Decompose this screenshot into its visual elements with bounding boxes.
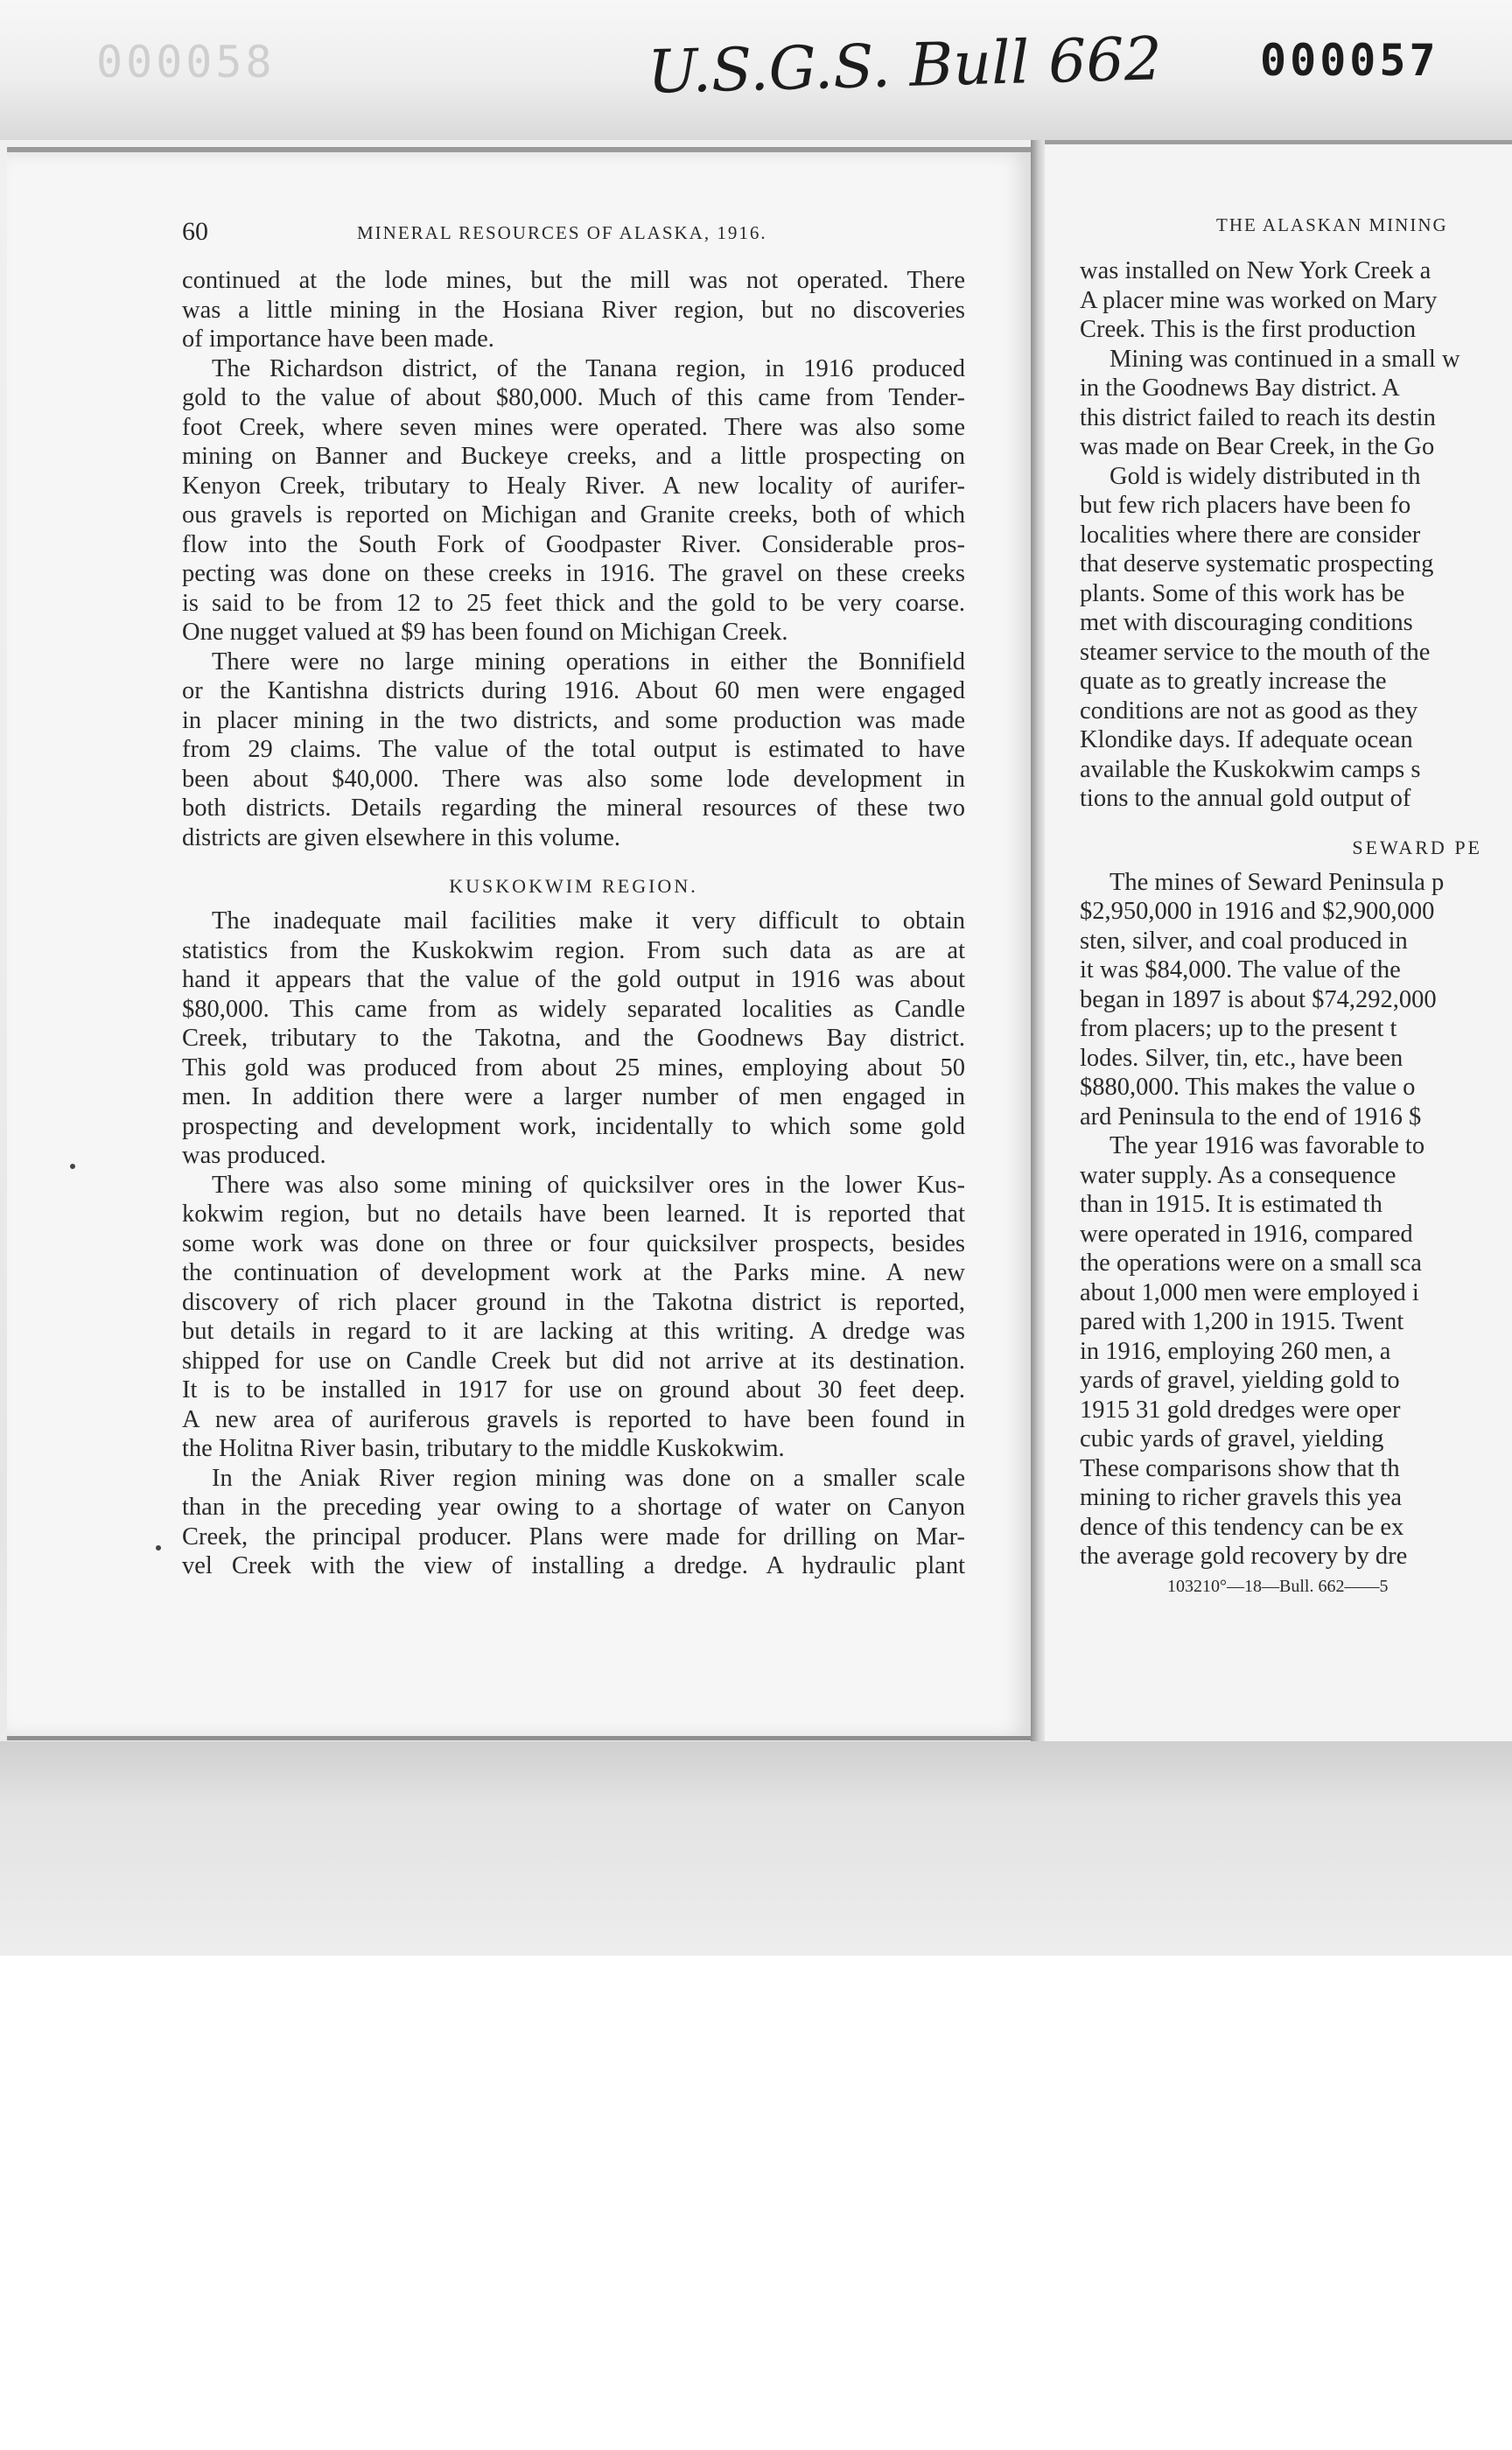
text-line: is said to be from 12 to 25 feet thick and the gold to be very coarse. [182, 589, 965, 617]
text-line: in placer mining in the two districts, and some production was made [182, 706, 965, 734]
text-line: gold to the value of about $80,000. Much of this came from Tender- [182, 384, 965, 411]
text-line: Gold is widely distributed in th [1110, 462, 1421, 490]
text-line: hand it appears that the value of the gold output in 1916 was about [182, 966, 965, 993]
text-line: mining to richer gravels this yea [1080, 1484, 1403, 1511]
text-line: began in 1897 is about $74,292,000 [1080, 985, 1437, 1013]
text-line: continued at the lode mines, but the mill was not operated. There [182, 267, 965, 294]
text-line: that deserve systematic prospecting [1080, 550, 1434, 578]
text-line: was produced. [182, 1142, 326, 1169]
text-line: localities where there are consider [1080, 521, 1421, 549]
text-line: this district failed to reach its destin [1080, 403, 1436, 431]
text-line: flow into the South Fork of Goodpaster River. Considerable pros- [182, 530, 965, 558]
scan-lower-band [0, 1741, 1512, 1956]
text-line: The Richardson district, of the Tanana region, in 1916 produced [212, 354, 965, 382]
text-line: met with discouraging conditions [1080, 609, 1413, 636]
text-line: the continuation of development work at the Parks mine. A new [182, 1259, 965, 1286]
running-head: THE ALASKAN MINING [1216, 214, 1448, 235]
text-line: discovery of rich placer ground in the Takotna district is reported, [182, 1288, 965, 1316]
text-line: The year 1916 was favorable to [1110, 1132, 1425, 1159]
left-page-body [182, 266, 965, 1581]
print-signature-footnote: 103210°—18—Bull. 662——5 [1167, 1576, 1389, 1596]
text-line: about 1,000 men were employed i [1080, 1278, 1419, 1306]
text-line: it was $84,000. The value of the [1080, 956, 1401, 984]
text-line: $80,000. This came from as widely separated localities as Candle [182, 995, 965, 1023]
text-line: These comparisons show that th [1080, 1454, 1400, 1482]
text-line: Creek. This is the first production [1080, 316, 1417, 343]
scan-speck [156, 1545, 161, 1550]
text-line: the average gold recovery by dre [1080, 1543, 1408, 1570]
scan-header-band [0, 0, 1512, 140]
text-line: in 1916, employing 260 men, a [1080, 1337, 1391, 1365]
right-page-body [1080, 256, 1512, 1601]
text-line: the Holitna River basin, tributary to the middle Kuskokwim. [182, 1435, 785, 1462]
text-line: pared with 1,200 in 1915. Twent [1080, 1308, 1404, 1335]
text-line: lodes. Silver, tin, etc., have been [1080, 1044, 1404, 1072]
left-book-page [7, 147, 1031, 1740]
text-line: steamer service to the mouth of the [1080, 638, 1431, 666]
text-line: in the Goodnews Bay district. A [1080, 374, 1400, 402]
text-line: One nugget valued at $9 has been found on Michigan Creek. [182, 619, 788, 646]
text-line: dence of this tendency can be ex [1080, 1513, 1404, 1541]
text-line: both districts. Details regarding the mineral resources of these two [182, 794, 965, 822]
text-line: kokwim region, but no details have been learned. It is reported that [182, 1200, 965, 1228]
text-line: shipped for use on Candle Creek but did not arrive at its destination. [182, 1347, 965, 1375]
text-line: statistics from the Kuskokwim region. From such data as are at [182, 936, 965, 964]
text-line: quate as to greatly increase the [1080, 668, 1387, 695]
text-line: of importance have been made. [182, 326, 494, 353]
text-line: was installed on New York Creek a [1080, 257, 1432, 284]
running-head: MINERAL RESOURCES OF ALASKA, 1916. [357, 222, 767, 243]
text-line: conditions are not as good as they [1080, 696, 1418, 724]
text-line: available the Kuskokwim camps s [1080, 755, 1421, 783]
text-line: cubic yards of gravel, yielding [1080, 1425, 1384, 1452]
document-stamp-number: 000057 [1260, 35, 1439, 86]
text-line: been about $40,000. There was also some lode development in [182, 765, 965, 793]
text-line: the operations were on a small sca [1080, 1250, 1422, 1277]
text-line: $880,000. This makes the value o [1080, 1074, 1416, 1101]
text-line: ous gravels is reported on Michigan and Granite creeks, both of which [182, 501, 965, 528]
text-line: Klondike days. If adequate ocean [1080, 726, 1413, 753]
page-number: 60 [182, 217, 208, 246]
text-line: The inadequate mail facilities make it very difficult to obtain [212, 907, 965, 934]
section-heading: KUSKOKWIM REGION. [449, 875, 698, 897]
text-line: from placers; up to the present t [1080, 1015, 1397, 1042]
text-line: pecting was done on these creeks in 1916. The gravel on these creeks [182, 560, 965, 587]
text-line: districts are given elsewhere in this volume. [182, 823, 620, 851]
text-line: This gold was produced from about 25 mines, employing about 50 [182, 1054, 965, 1082]
text-line: was made on Bear Creek, in the Go [1080, 433, 1435, 460]
text-line: but few rich placers have been fo [1080, 492, 1411, 519]
text-line: was a little mining in the Hosiana River region, but no discoveries [182, 296, 965, 324]
text-line: Creek, the principal producer. Plans were made for drilling on Mar- [182, 1522, 965, 1550]
right-book-page [1045, 140, 1512, 1752]
text-line: A new area of auriferous gravels is reported to have been found in [182, 1405, 965, 1433]
text-line: yards of gravel, yielding gold to [1080, 1367, 1400, 1394]
text-line: from 29 claims. The value of the total output is estimated to have [182, 736, 965, 763]
text-line: $2,950,000 in 1916 and $2,900,000 [1080, 898, 1435, 925]
text-line: men. In addition there were a larger number of men engaged in [182, 1083, 965, 1110]
text-line: vel Creek with the view of installing a dredge. A hydraulic plant [182, 1552, 965, 1579]
handwritten-annotation: U.S.G.S. Bull 662 [647, 24, 1163, 108]
text-line: were operated in 1916, compared [1080, 1220, 1413, 1248]
book-gutter [1031, 140, 1045, 1746]
text-line: Creek, tributary to the Takotna, and the Goodnews Bay district. [182, 1025, 965, 1052]
text-line: prospecting and development work, incidentally to which some gold [182, 1112, 965, 1140]
text-line: than in the preceding year owing to a shortage of water on Canyon [182, 1494, 965, 1521]
text-line: Mining was continued in a small w [1110, 345, 1460, 373]
text-line: A placer mine was worked on Mary [1080, 286, 1438, 314]
text-line: foot Creek, where seven mines were operated. There was also some [182, 413, 965, 441]
text-line: but details in regard to it are lacking at this writing. A dredge was [182, 1318, 965, 1345]
scan-speck [70, 1164, 75, 1169]
text-line: water supply. As a consequence [1080, 1161, 1396, 1189]
text-line: In the Aniak River region mining was done on a smaller scale [212, 1464, 965, 1492]
text-line: tions to the annual gold output of [1080, 785, 1411, 812]
text-line: sten, silver, and coal produced in [1080, 927, 1408, 955]
text-line: plants. Some of this work has be [1080, 579, 1405, 607]
text-line: The mines of Seward Peninsula p [1110, 868, 1445, 896]
text-line: mining on Banner and Buckeye creeks, and a little prospecting on [182, 443, 965, 470]
text-line: than in 1915. It is estimated th [1080, 1191, 1382, 1218]
text-line: 1915 31 gold dredges were oper [1080, 1396, 1401, 1424]
text-line: some work was done on three or four quicksilver prospects, besides [182, 1229, 965, 1257]
text-line: There was also some mining of quicksilver ores in the lower Kus- [212, 1171, 965, 1199]
section-heading: SEWARD PE [1352, 836, 1482, 858]
text-line: or the Kantishna districts during 1916. About 60 men were engaged [182, 677, 965, 704]
text-line: It is to be installed in 1917 for use on ground about 30 feet deep. [182, 1376, 965, 1404]
text-line: There were no large mining operations in either the Bonnifield [212, 648, 965, 676]
faded-stamp-number: 000058 [96, 37, 276, 88]
text-line: ard Peninsula to the end of 1916 $ [1080, 1102, 1422, 1130]
text-line: Kenyon Creek, tributary to Healy River. A new locality of aurifer- [182, 472, 965, 500]
